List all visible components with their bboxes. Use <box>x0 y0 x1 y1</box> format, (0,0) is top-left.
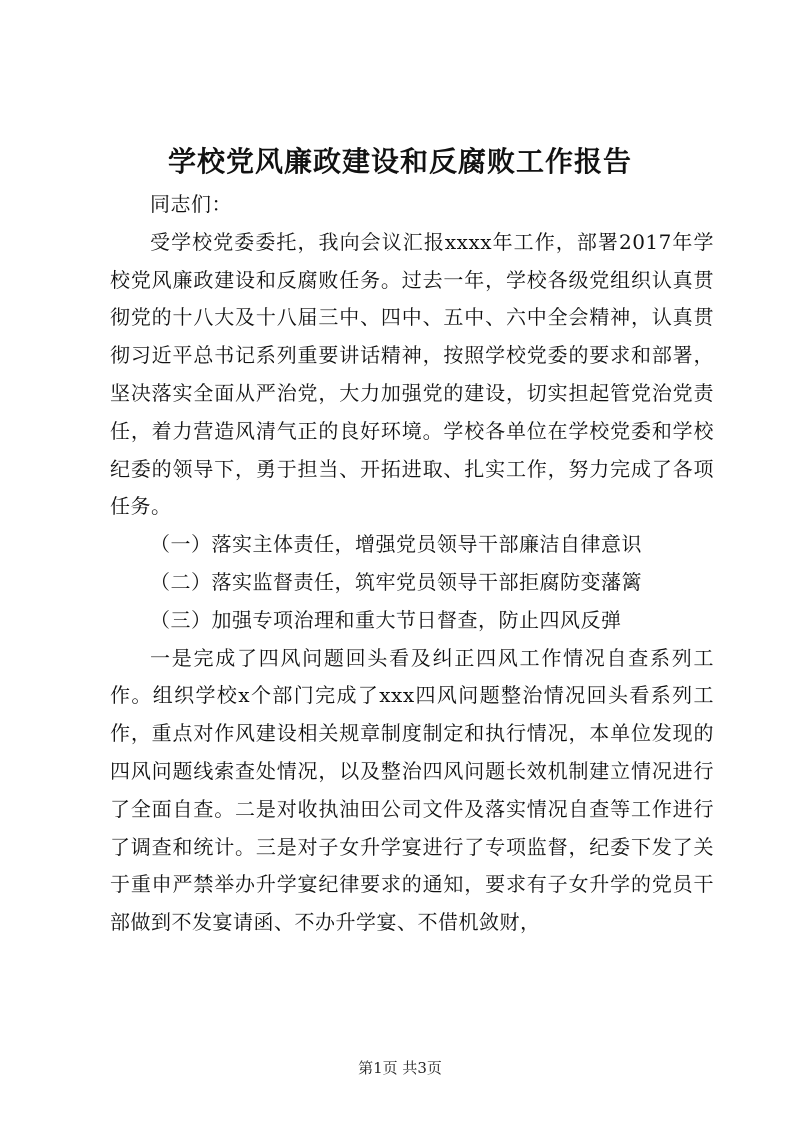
section-heading-1: （一）落实主体责任，增强党员领导干部廉洁自律意识 <box>150 532 642 557</box>
section-heading-2: （二）落实监督责任，筑牢党员领导干部拒腐防变藩篱 <box>150 569 642 594</box>
intro-paragraph: 受学校党委委托，我向会议汇报xxxx年工作，部署2017年学校党风廉政建设和反腐败任务。过去一年，学校各级党组织认真贯彻党的十八大及十八届三中、四中、五中、六中全会精神，认真贯彻习近平总书记系列重要讲话精神，按照学校党委的要求和部署，坚决落实全面从严治党，大力加强党的建设，切实担起管党治党责任，着力营造风清气正的良好环境。学校各单位在学校党委和学校纪委的领导下，勇于担当、开拓进取、扎实工作，努力完成了各项任务。 <box>110 229 714 519</box>
work-summary-paragraph: 一是完成了四风问题回头看及纠正四风工作情况自查系列工作。组织学校x个部门完成了xxx四风问题整治情况回头看系列工作，重点对作风建设相关规章制度制定和执行情况，本单位发现的四风问题线索查处情况，以及整治四风问题长效机制建立情况进行了全面自查。二是对收执油田公司文件及落实情况自查等工作进行了调查和统计。三是对子女升学宴进行了专项监督，纪委下发了关于重申严禁举办升学宴纪律要求的通知，要求有子女升学的党员干部做到不发宴请函、不办升学宴、不借机敛财， <box>110 645 714 935</box>
section-heading-3: （三）加强专项治理和重大节日督查，防止四风反弹 <box>150 607 622 632</box>
document-body <box>110 186 714 942</box>
salutation: 同志们： <box>150 192 232 216</box>
document-title: 学校党风廉政建设和反腐败工作报告 <box>167 145 632 178</box>
page-number: 第1页 共3页 <box>358 1059 442 1077</box>
